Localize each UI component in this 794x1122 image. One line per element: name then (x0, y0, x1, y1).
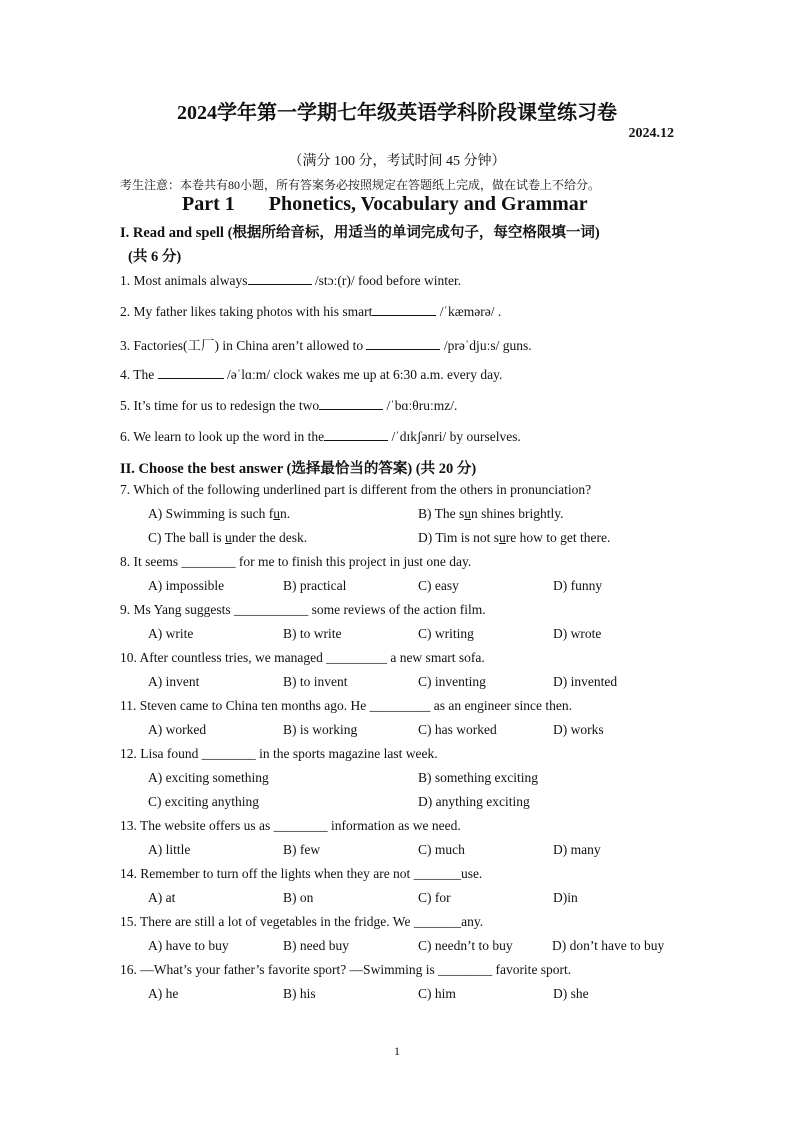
question-9: 9. Ms Yang suggests ___________ some reviews of the action film. (120, 602, 486, 617)
spell-item-3: 3. Factories(工厂) in China aren’t allowed to /prəˈdjuːs/ guns. (120, 338, 532, 353)
exam-subtitle: （满分 100 分，考试时间 45 分钟） (288, 154, 506, 169)
q12-option-c: C) exciting anything (148, 794, 259, 809)
q14-option-b: B) on (283, 890, 314, 905)
q11-option-a: A) worked (148, 722, 207, 737)
answer-blank (366, 337, 440, 350)
answer-blank (372, 303, 436, 316)
q9-option-c: C) writing (418, 626, 474, 641)
q14-option-a: A) at (148, 890, 176, 905)
q8-option-d: D) funny (553, 578, 603, 593)
spell-item-4: 4. The /əˈlɑːm/ clock wakes me up at 6:30 a.m. every day. (120, 367, 503, 382)
q8-option-c: C) easy (418, 578, 459, 593)
question-14: 14. Remember to turn off the lights when they are not _______use. (120, 866, 483, 881)
part-name: Phonetics, Vocabulary and Grammar (268, 193, 588, 215)
section2-heading: II. Choose the best answer (选择最恰当的答案) (共 20 分) (120, 461, 477, 477)
q13-option-a: A) little (148, 842, 191, 857)
q16-option-c: C) him (418, 986, 456, 1001)
q16-option-d: D) she (553, 986, 589, 1001)
spell-item-6: 6. We learn to look up the word in the /ˈdɪkʃənri/ by ourselves. (120, 429, 521, 444)
question-8: 8. It seems ________ for me to finish this project in just one day. (120, 554, 472, 569)
spell-item-2: 2. My father likes taking photos with his smart /ˈkæmərə/ . (120, 304, 502, 319)
q11-option-d: D) works (553, 722, 604, 737)
spell-item-1: 1. Most animals always /stɔː(r)/ food before winter. (120, 273, 462, 288)
q9-option-a: A) write (148, 626, 194, 641)
answer-blank (319, 397, 383, 410)
q15-option-d: D) don’t have to buy (552, 938, 665, 953)
question-11: 11. Steven came to China ten months ago. He _________ as an engineer since then. (120, 698, 573, 713)
question-15: 15. There are still a lot of vegetables in the fridge. We _______any. (120, 914, 484, 929)
q13-option-b: B) few (283, 842, 321, 857)
q9-option-b: B) to write (283, 626, 342, 641)
q16-option-a: A) he (148, 986, 179, 1001)
answer-blank (158, 366, 224, 379)
part-title (182, 193, 588, 216)
spell-item-5: 5. It’s time for us to redesign the two /ˈbɑːθruːmz/. (120, 398, 458, 413)
section1-heading: I. Read and spell (根据所给音标，用适当的单词完成句子，每空格限填一词) (120, 225, 600, 241)
exam-notice: 考生注意：本卷共有80小题，所有答案务必按照规定在答题纸上完成，做在试卷上不给分。 (120, 178, 601, 192)
page-number: 1 (394, 1044, 400, 1058)
answer-blank (324, 428, 388, 441)
question-12: 12. Lisa found ________ in the sports magazine last week. (120, 746, 438, 761)
exam-title: 2024学年第一学期七年级英语学科阶段课堂练习卷 (177, 102, 617, 124)
question-7: 7. Which of the following underlined part is different from the others in pronunciation? (120, 482, 592, 497)
q15-option-a: A) have to buy (148, 938, 229, 953)
q8-option-a: A) impossible (148, 578, 225, 593)
q10-option-a: A) invent (148, 674, 200, 689)
q9-option-d: D) wrote (553, 626, 602, 641)
question-13: 13. The website offers us as ________ information as we need. (120, 818, 461, 833)
q14-option-d: D)in (553, 890, 578, 905)
exam-date: 2024.12 (628, 126, 674, 141)
q7-option-d: D) Tim is not sure how to get there. (418, 530, 611, 545)
q10-option-c: C) inventing (418, 674, 486, 689)
q11-option-b: B) is working (283, 722, 358, 737)
part-label: Part 1 (182, 193, 235, 215)
q13-option-c: C) much (418, 842, 465, 857)
q15-option-b: B) need buy (283, 938, 349, 953)
section1-score: (共 6 分) (128, 249, 182, 265)
q15-option-c: C) needn’t to buy (418, 938, 513, 953)
q12-option-a: A) exciting something (148, 770, 269, 785)
q11-option-c: C) has worked (418, 722, 497, 737)
q12-option-d: D) anything exciting (418, 794, 530, 809)
q7-option-b: B) The sun shines brightly. (418, 506, 564, 521)
q7-option-c: C) The ball is under the desk. (148, 530, 308, 545)
q13-option-d: D) many (553, 842, 601, 857)
q14-option-c: C) for (418, 890, 451, 905)
q7-option-a: A) Swimming is such fun. (148, 506, 291, 521)
q16-option-b: B) his (283, 986, 316, 1001)
q10-option-d: D) invented (553, 674, 618, 689)
q10-option-b: B) to invent (283, 674, 348, 689)
q8-option-b: B) practical (283, 578, 347, 593)
question-16: 16. —What’s your father’s favorite sport? —Swimming is ________ favorite sport. (120, 962, 572, 977)
answer-blank (248, 272, 312, 285)
q12-option-b: B) something exciting (418, 770, 538, 785)
question-10: 10. After countless tries, we managed _________ a new smart sofa. (120, 650, 485, 665)
